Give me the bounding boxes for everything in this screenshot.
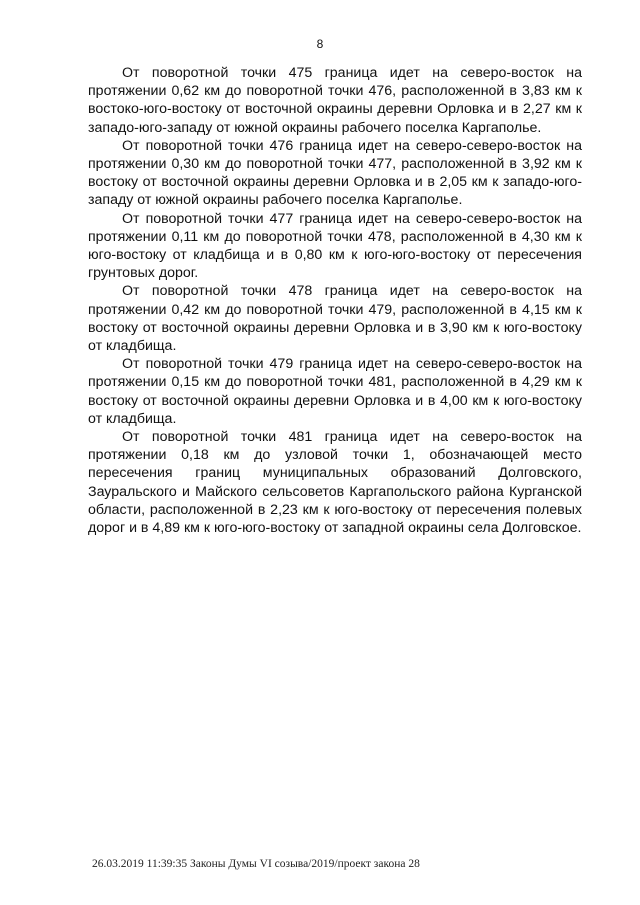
paragraph: От поворотной точки 479 граница идет на северо-северо-восток на протяжении 0,15 км до поворотной точки 481, расположенной в 4,29 км к востоку от восточной окраины деревни Орловка и в 4,00 км к юго-востоку от кладбища. [88,356,582,427]
paragraph: От поворотной точки 477 граница идет на северо-северо-восток на протяжении 0,11 км до поворотной точки 478, расположенной в 4,30 км к юго-востоку от кладбища и в 0,80 км к юго-юго-востоку от пересечения грунтовых дорог. [88,210,582,282]
paragraph: От поворотной точки 478 граница идет на северо-восток на протяжении 0,42 км до поворотной точки 479, расположенной в 4,15 км к востоку от восточной окраины деревни Орловка и в 3,90 км к юго-востоку от кладбища. [88,283,582,355]
document-footer: 26.03.2019 11:39:35 Законы Думы VI созыва/2019/проект закона 28 [92,858,420,870]
paragraph: От поворотной точки 481 граница идет на северо-восток на протяжении 0,18 км до узловой точки 1, обозначающей место пересечения границ муниципальных образований Долговского, Зауральского и Майского сельсоветов Каргапольского района Курганской области, расположенной в 2,23 км к юго-востоку от пересечения полевых дорог и в 4,89 км к юго-юго-востоку от западной окраины села Долговское. [88,429,582,537]
page-number: 8 [316,37,324,51]
document-body [88,64,582,537]
paragraph: От поворотной точки 476 граница идет на северо-северо-восток на протяжении 0,30 км до поворотной точки 477, расположенной в 3,92 км к востоку от восточной окраины деревни Орловка и в 2,05 км к западо-юго-западу от южной окраины рабочего поселка Каргаполье. [88,137,582,209]
paragraph: От поворотной точки 475 граница идет на северо-восток на протяжении 0,62 км до поворотной точки 476, расположенной в 3,83 км к востоко-юго-востоку от восточной окраины деревни Орловка и в 2,27 км к западо-юго-западу от южной окраины рабочего поселка Каргаполье. [88,65,582,136]
